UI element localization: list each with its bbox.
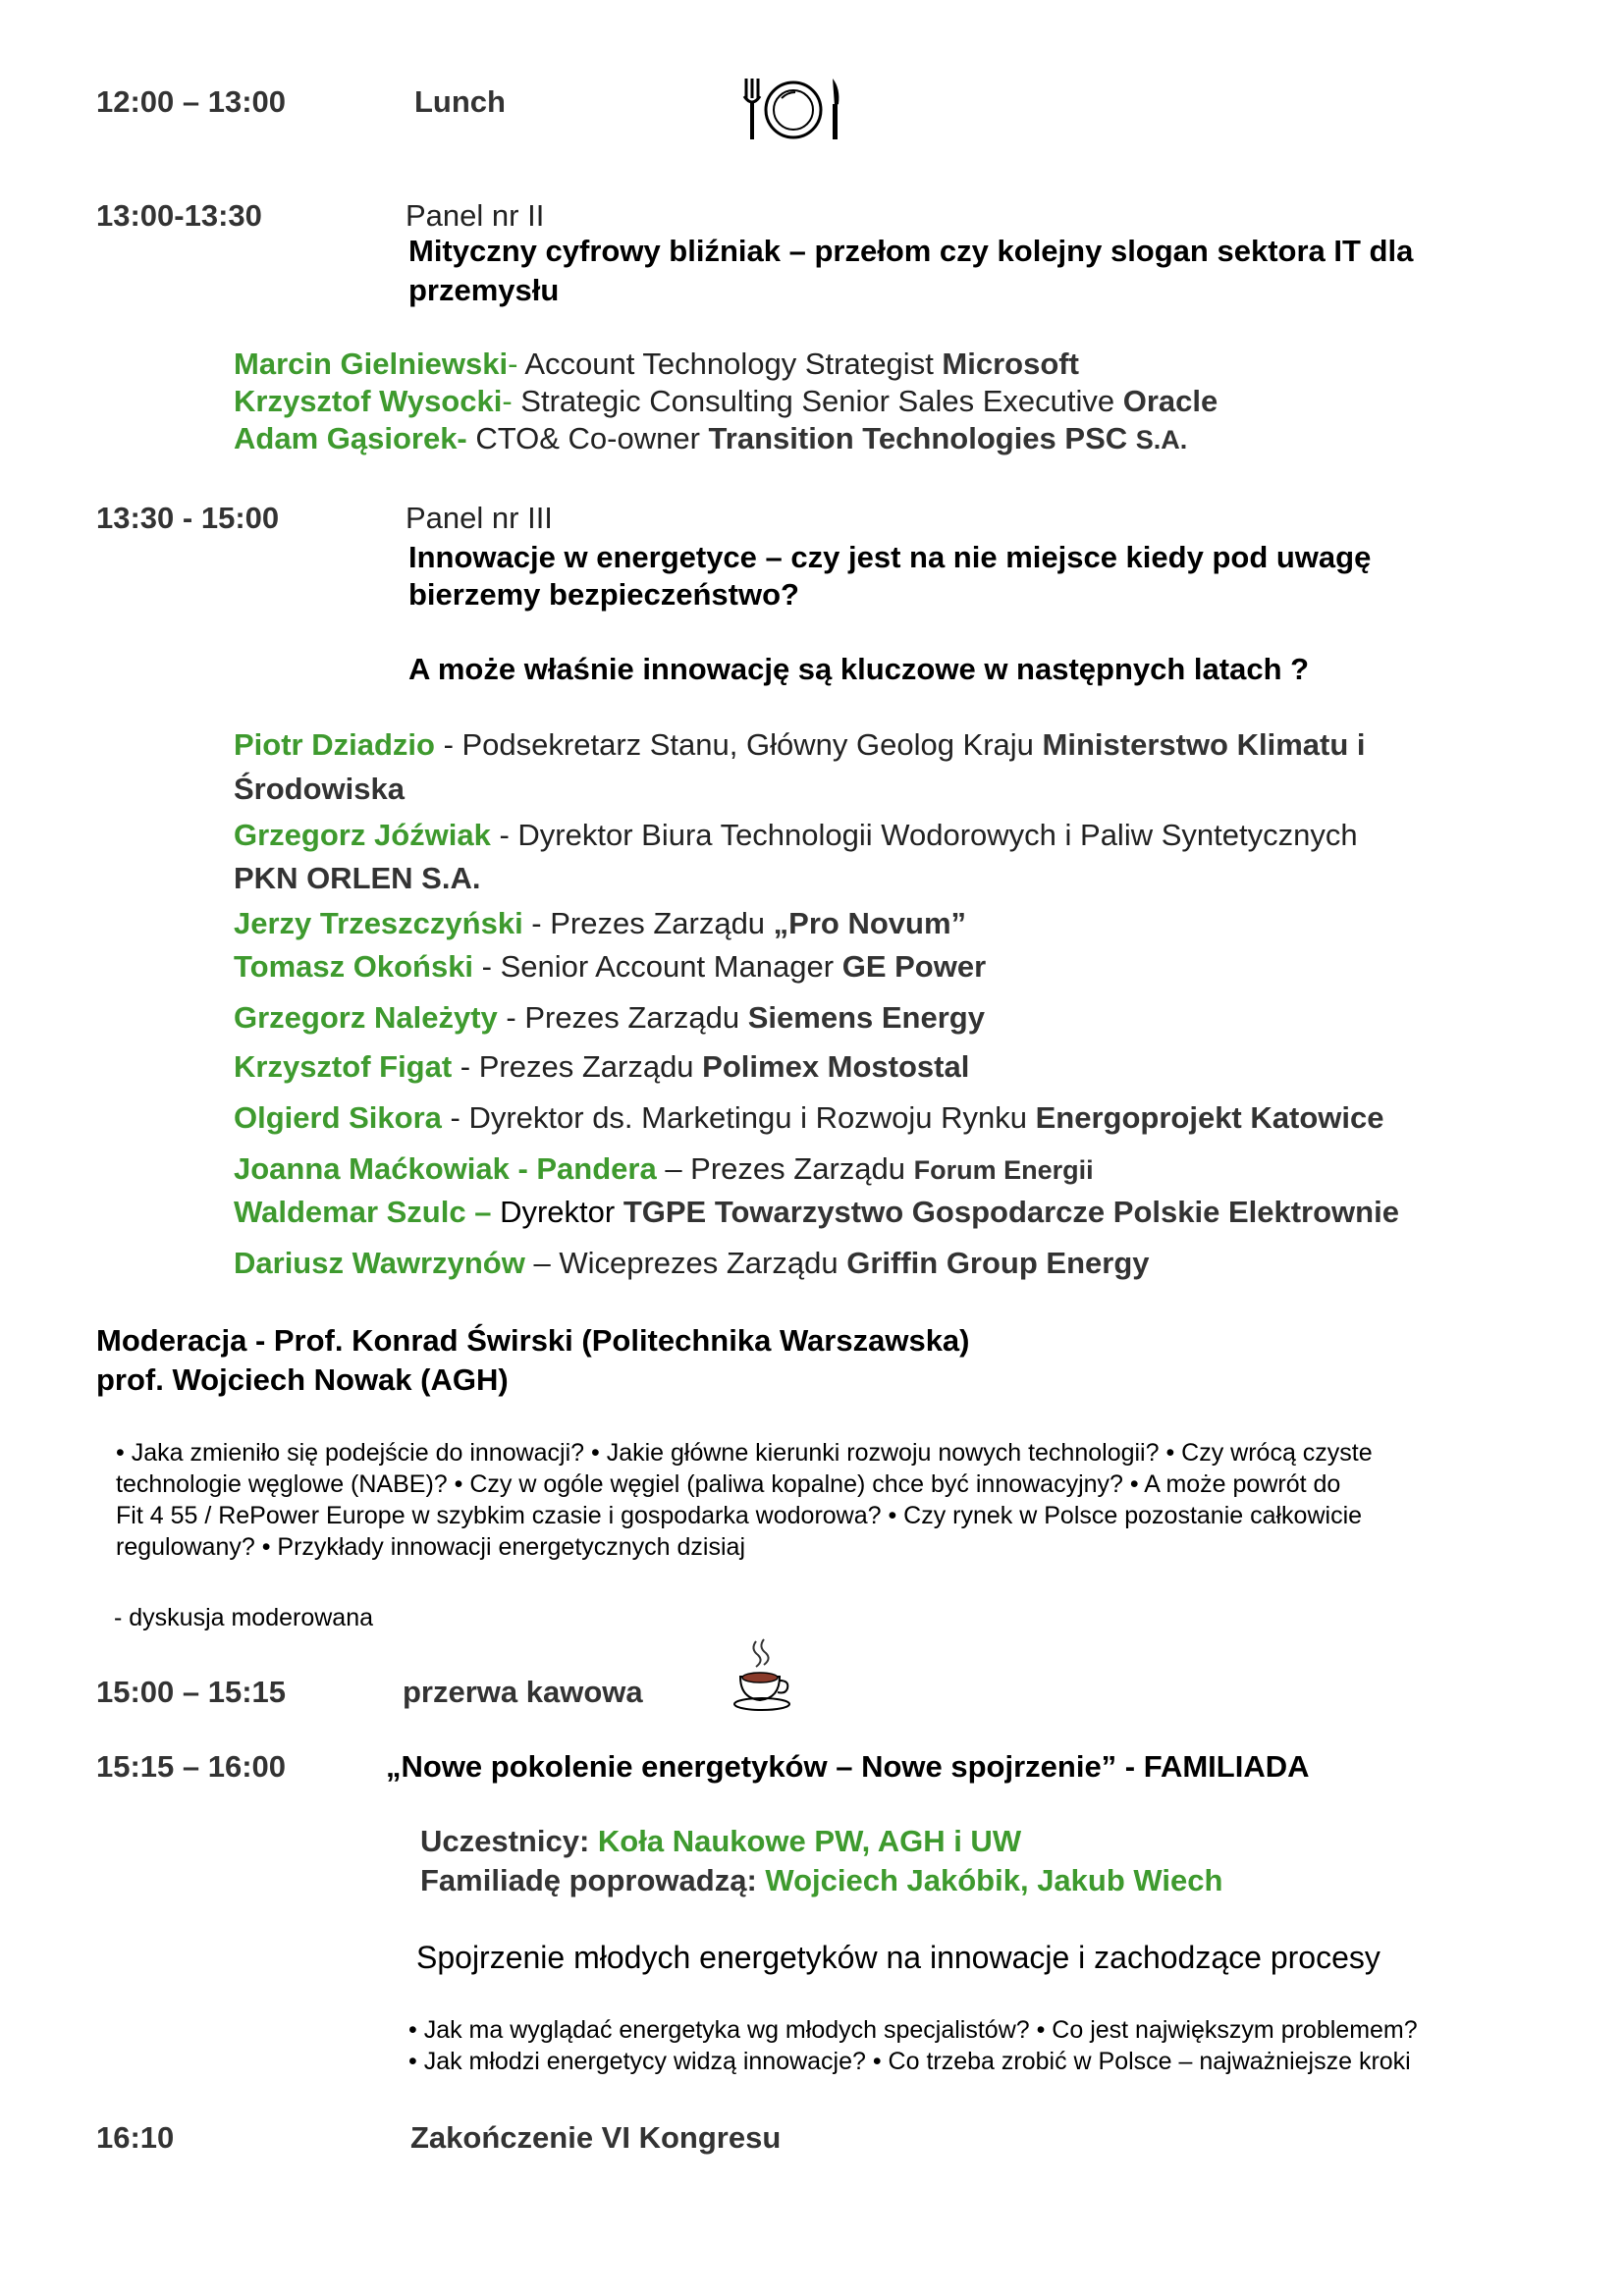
panel3-label: Panel nr III [406, 501, 553, 535]
speaker-name: Olgierd Sikora [234, 1100, 442, 1135]
familiada-subtitle: Spojrzenie młodych energetyków na innowacje i zachodzące procesy [416, 1940, 1380, 1975]
speaker-name: Tomasz Okoński [234, 949, 474, 984]
moderation-line2: prof. Wojciech Nowak (AGH) [96, 1362, 509, 1397]
speaker-org: Siemens Energy [747, 1000, 985, 1035]
speaker-role: Account Technology Strategist [524, 347, 943, 381]
panel3-speaker [234, 1194, 1399, 1231]
question-line: technologie węglowe (NABE)? • Czy w ogóle węgiel (paliwa kopalne) chce być innowacyjny? • A może powrót do [116, 1470, 1341, 1498]
panel2-topic-line1: Mityczny cyfrowy bliźniak – przełom czy kolejny slogan sektora IT dla [408, 234, 1414, 268]
speaker-role: – Wiceprezes Zarządu [524, 1246, 847, 1280]
speaker-org: PKN ORLEN S.A. [234, 861, 481, 895]
speaker-org: Ministerstwo Klimatu i [1042, 727, 1366, 762]
speaker-role: - Dyrektor ds. Marketingu i Rozwoju Rynku [441, 1100, 1036, 1135]
panel3-speaker [234, 1048, 969, 1086]
speaker-role: CTO& Co-owner [475, 421, 709, 455]
speaker-org: Polimex Mostostal [702, 1049, 970, 1084]
speaker-name: Waldemar Szulc – [234, 1195, 492, 1229]
panel3-topic-line3: A może właśnie innowację są kluczowe w następnych latach ? [408, 652, 1310, 686]
speaker-name: Joanna Maćkowiak - Pandera [234, 1151, 657, 1186]
hosts-value: Wojciech Jakóbik, Jakub Wiech [765, 1863, 1223, 1897]
lunch-title: Lunch [414, 84, 506, 119]
plate-cutlery-icon [738, 75, 848, 143]
familiada-time: 15:15 – 16:00 [96, 1749, 287, 1784]
speaker-name: Marcin Gielniewski [234, 347, 509, 381]
panel3-topic-line2: bierzemy bezpieczeństwo? [408, 577, 799, 612]
panel3-speaker [234, 1245, 1150, 1282]
familiada-participants [420, 1822, 1021, 1861]
panel3-time: 13:30 - 15:00 [96, 501, 280, 535]
speaker-name: Dariusz Wawrzynów [234, 1246, 525, 1280]
familiada-question-line: • Jak ma wyglądać energetyka wg młodych specjalistów? • Co jest największym problemem? [408, 2016, 1418, 2044]
panel2-time: 13:00-13:30 [96, 198, 262, 233]
panel3-speaker [234, 999, 985, 1037]
participants-label: Uczestnicy: [420, 1824, 598, 1858]
panel2-topic-line2: przemysłu [408, 273, 560, 307]
participants-value: Koła Naukowe PW, AGH i UW [597, 1824, 1022, 1858]
speaker-role: - Prezes Zarządu [452, 1049, 703, 1084]
speaker-org: GE Power [841, 949, 987, 984]
speaker-name: Adam Gąsiorek- [234, 421, 476, 455]
speaker-name: Jerzy Trzeszczyński [234, 906, 523, 940]
panel2-label: Panel nr II [406, 198, 545, 233]
speaker-name: Krzysztof Figat [234, 1049, 453, 1084]
familiada-title: „Nowe pokolenie energetyków – Nowe spojrzenie” - FAMILIADA [386, 1749, 1310, 1784]
panel3-speaker [234, 817, 1358, 854]
speaker-org-suffix: S.A. [1135, 425, 1188, 454]
speaker-name: Krzysztof Wysocki [234, 384, 503, 418]
panel3-speaker [234, 1099, 1383, 1137]
speaker-org-line2 [234, 860, 480, 897]
panel3-speaker [234, 948, 986, 986]
speaker-org: Forum Energii [913, 1155, 1094, 1185]
speaker-name: Grzegorz Należyty [234, 1000, 498, 1035]
speaker-role: - Senior Account Manager [473, 949, 842, 984]
speaker-role: - Prezes Zarządu [522, 906, 774, 940]
question-line: Fit 4 55 / RePower Europe w szybkim czasie i gospodarka wodorowa? • Czy rynek w Polsce pozostanie całkowicie [116, 1502, 1363, 1529]
discussion-note: - dyskusja moderowana [114, 1604, 374, 1631]
question-line: • Jaka zmieniło się podejście do innowacji? • Jakie główne kierunki rozwoju nowych technologii? • Czy wrócą czyste [116, 1439, 1373, 1467]
lunch-time: 12:00 – 13:00 [96, 84, 287, 119]
coffee-time: 15:00 – 15:15 [96, 1675, 287, 1709]
coffee-title: przerwa kawowa [403, 1675, 643, 1709]
closing-title: Zakończenie VI Kongresu [410, 2120, 782, 2155]
familiada-question-line: • Jak młodzi energetycy widzą innowacje? • Co trzeba zrobić w Polsce – najważniejsze kroki [408, 2048, 1411, 2075]
speaker-role: - Podsekretarz Stanu, Główny Geolog Kraju [434, 727, 1043, 762]
speaker-org: Energoprojekt Katowice [1035, 1100, 1384, 1135]
speaker-role: – Prezes Zarządu [656, 1151, 914, 1186]
speaker-org: Środowiska [234, 772, 405, 806]
speaker-org: „Pro Novum” [773, 906, 967, 940]
panel3-speaker [234, 726, 1366, 764]
speaker-name: Piotr Dziadzio [234, 727, 435, 762]
closing-time: 16:10 [96, 2120, 175, 2155]
speaker-role: Strategic Consulting Senior Sales Executive [520, 384, 1123, 418]
speaker-name: Grzegorz Jóźwiak [234, 818, 491, 852]
panel3-speaker [234, 905, 966, 942]
panel2-speaker [234, 420, 1187, 458]
panel3-speaker [234, 1150, 1094, 1189]
hosts-label: Familiadę poprowadzą: [420, 1863, 766, 1897]
moderation-line1: Moderacja - Prof. Konrad Świrski (Politechnika Warszawska) [96, 1323, 970, 1358]
speaker-sep: - [502, 384, 521, 418]
speaker-org-line2 [234, 771, 405, 808]
panel2-speaker [234, 346, 1079, 383]
speaker-org: Griffin Group Energy [846, 1246, 1150, 1280]
speaker-org: TGPE Towarzystwo Gospodarcze Polskie Elektrownie [623, 1195, 1399, 1229]
speaker-role: - Dyrektor Biura Technologii Wodorowych i Paliw Syntetycznych [490, 818, 1358, 852]
familiada-hosts [420, 1861, 1222, 1900]
coffee-cup-icon [731, 1637, 793, 1712]
speaker-org: Microsoft [942, 347, 1079, 381]
speaker-org: Transition Technologies PSC [708, 421, 1136, 455]
speaker-sep: - [508, 347, 525, 381]
speaker-role: Dyrektor [491, 1195, 623, 1229]
panel3-topic-line1: Innowacje w energetyce – czy jest na nie miejsce kiedy pod uwagę [408, 540, 1372, 574]
panel2-speaker [234, 383, 1218, 420]
speaker-org: Oracle [1122, 384, 1218, 418]
speaker-role: - Prezes Zarządu [497, 1000, 748, 1035]
question-line: regulowany? • Przykłady innowacji energetycznych dzisiaj [116, 1533, 746, 1561]
